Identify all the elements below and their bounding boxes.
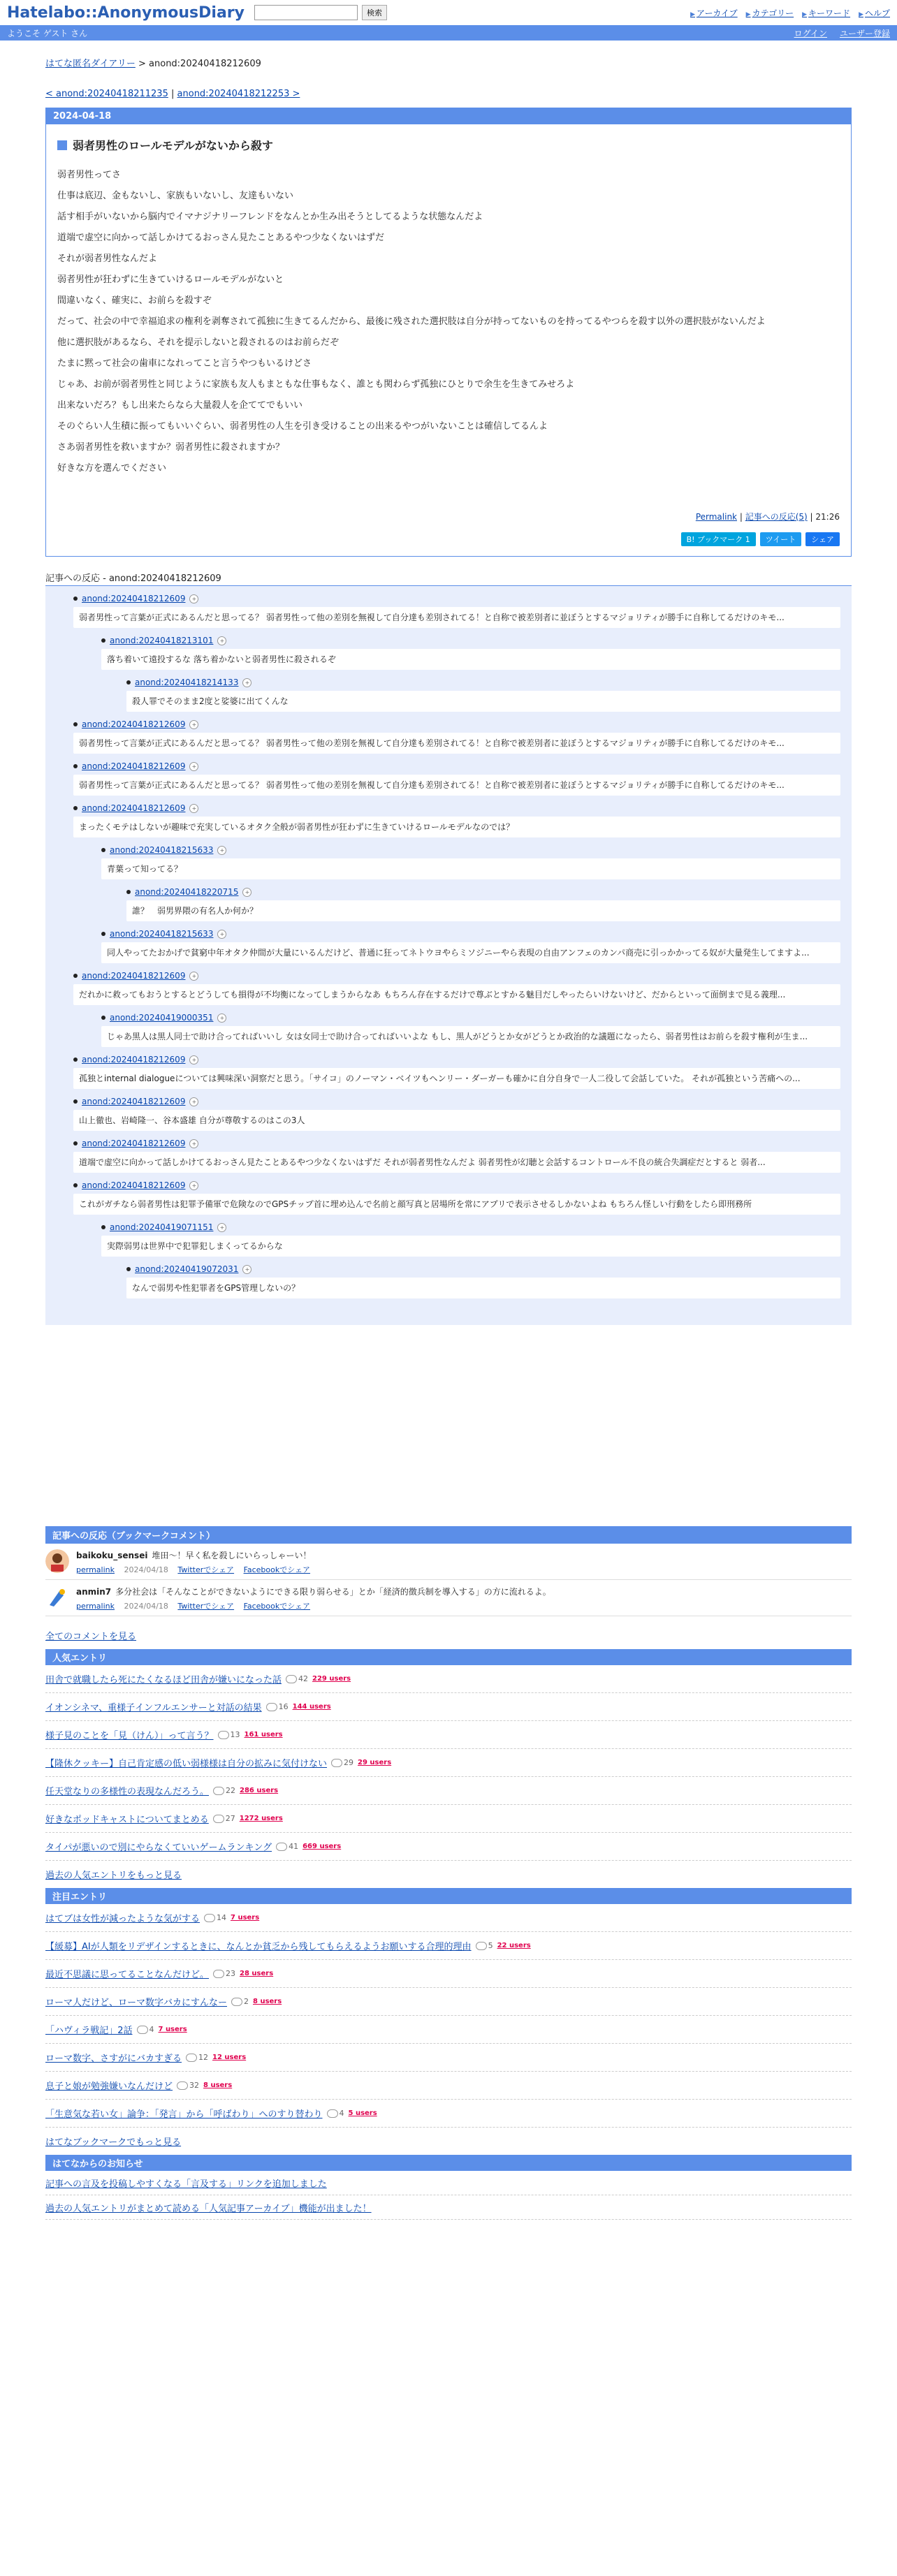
news-link[interactable]: 記事への言及を投稿しやすくなる「言及する」リンクを追加しました bbox=[45, 2179, 327, 2190]
reaction-header bbox=[73, 717, 840, 731]
bookmark-user[interactable]: anmin7 bbox=[76, 1587, 112, 1597]
entry-rank-item bbox=[45, 1693, 852, 1721]
reaction-link[interactable]: anond:20240418212609 bbox=[82, 719, 186, 729]
expand-icon[interactable]: + bbox=[189, 1181, 198, 1190]
reaction-item bbox=[126, 675, 840, 712]
reaction-excerpt: 道端で虚空に向かって話しかけてるおっさん見たことあるやつ少なくないはずだ それが弱者男性なんだよ 弱者男性が幻聴と会話するコントロール不良の統合失調症だとすると 弱者... bbox=[73, 1152, 840, 1173]
breadcrumb-current: anond:20240418212609 bbox=[149, 59, 261, 69]
comment-count: 23 bbox=[213, 1969, 235, 1978]
reaction-header bbox=[73, 969, 840, 983]
bookmark-users-badge[interactable]: 144 users bbox=[292, 1703, 331, 1711]
entry-time: 21:26 bbox=[815, 512, 840, 522]
nav-help[interactable]: ▶ ヘルプ bbox=[859, 7, 890, 19]
reaction-item bbox=[73, 717, 840, 754]
reaction-header bbox=[126, 1262, 840, 1276]
next-entry-link[interactable]: anond:20240418212253 > bbox=[177, 89, 300, 99]
reaction-children bbox=[73, 843, 840, 963]
bookmark-users-badge[interactable]: 669 users bbox=[302, 1843, 342, 1850]
expand-icon[interactable]: + bbox=[217, 1013, 226, 1023]
entry-rank-item bbox=[45, 1721, 852, 1749]
entry-title-link[interactable]: はてブは女性が減ったような気がする bbox=[45, 1914, 200, 1924]
bookmark-comment bbox=[45, 1580, 852, 1616]
prev-entry-link[interactable]: < anond:20240418211235 bbox=[45, 89, 168, 99]
reaction-header bbox=[73, 759, 840, 773]
top-nav bbox=[690, 7, 890, 19]
reaction-link[interactable]: anond:20240418215633 bbox=[110, 845, 214, 855]
entry-paragraph: さあ弱者男性を救いますか？弱者男性に殺されますか？ bbox=[57, 442, 285, 453]
reaction-children bbox=[101, 885, 840, 921]
reaction-item bbox=[126, 885, 840, 921]
entry-title-link[interactable]: 任天堂なりの多様性の表現なんだろう。 bbox=[45, 1787, 210, 1797]
reaction-item bbox=[73, 1136, 840, 1173]
bookmark-users-badge[interactable]: 7 users bbox=[158, 2026, 187, 2033]
reaction-item bbox=[73, 1053, 840, 1089]
reaction-link[interactable]: anond:20240418212609 bbox=[82, 971, 186, 981]
bookmark-users-badge[interactable]: 8 users bbox=[203, 2081, 233, 2089]
breadcrumb bbox=[45, 56, 852, 69]
entry-rank-item bbox=[45, 1833, 852, 1861]
news-item bbox=[45, 2171, 852, 2195]
expand-icon[interactable]: + bbox=[189, 720, 198, 729]
entry-title-link[interactable]: 【隆休クッキー】自己肯定感の低い弱様様は自分の拡みに気付けない bbox=[45, 1759, 328, 1769]
entry-title-link[interactable]: タイパが悪いので別にやらなくていいゲームランキング bbox=[45, 1843, 272, 1853]
entry-paragraph: 好きな方を選んでください bbox=[57, 463, 167, 474]
reaction-children bbox=[73, 634, 840, 712]
entry-paragraph: 間違いなく、確実に、お前らを殺すぞ bbox=[57, 295, 212, 306]
entry-paragraph: たまに黙って社会の歯車になれってこと言うやつもいるけどさ bbox=[57, 358, 312, 369]
main-content bbox=[45, 56, 852, 2220]
entry-rank-item bbox=[45, 1932, 852, 1960]
breadcrumb-sep: > bbox=[138, 59, 146, 69]
hatena-bookmark-button[interactable]: B! ブックマーク 1 bbox=[681, 532, 756, 546]
facebook-share-link[interactable]: Facebookでシェア bbox=[243, 1602, 311, 1611]
news-heading: はてなからのお知らせ bbox=[45, 2155, 852, 2171]
comment-count: 13 bbox=[218, 1730, 240, 1739]
entry-rank-item bbox=[45, 1960, 852, 1988]
reaction-header bbox=[73, 1178, 840, 1192]
reaction-excerpt: 孤独とinternal dialogueについては興味深い洞察だと思う。「サイコ」のノーマン・ベイツもヘンリー・ダーガーも確かに自分自身で一人二役して会話していた。 それが孤独という苦痛への... bbox=[73, 1068, 840, 1089]
entry-paragraph: それが弱者男性なんだよ bbox=[57, 254, 158, 264]
reaction-header bbox=[101, 843, 840, 857]
reaction-item bbox=[73, 592, 840, 712]
search-button[interactable]: 検索 bbox=[362, 5, 387, 20]
reaction-excerpt: 青葉って知ってる？ bbox=[101, 858, 840, 879]
reaction-children bbox=[73, 1220, 840, 1298]
entry-rank-item bbox=[45, 1904, 852, 1932]
news-list bbox=[45, 2171, 852, 2220]
breadcrumb-home[interactable]: はてな匿名ダイアリー bbox=[45, 59, 136, 69]
footer-sep-2: | bbox=[810, 512, 813, 522]
register-link[interactable]: ユーザー登録 bbox=[839, 28, 890, 38]
reaction-header bbox=[73, 592, 840, 606]
pager-sep: | bbox=[171, 89, 175, 99]
expand-icon[interactable]: + bbox=[242, 678, 251, 687]
reaction-link[interactable]: anond:20240418212609 bbox=[82, 803, 186, 813]
entry-rank-item bbox=[45, 2044, 852, 2072]
reaction-excerpt: 実際弱男は世界中で犯罪犯しまくってるからな bbox=[101, 1236, 840, 1257]
reaction-link[interactable]: anond:20240418220715 bbox=[135, 887, 239, 897]
comment-count: 41 bbox=[276, 1842, 298, 1851]
reaction-item bbox=[73, 1178, 840, 1298]
entry-title-link[interactable]: ローマ人だけど、ローマ数字バカにすんなー bbox=[45, 1998, 228, 2008]
bookmark-users-badge[interactable]: 12 users bbox=[212, 2054, 247, 2061]
reaction-link[interactable]: anond:20240419000351 bbox=[110, 1013, 214, 1023]
reaction-header bbox=[73, 1136, 840, 1150]
search-input[interactable] bbox=[254, 5, 358, 20]
news-link[interactable]: 過去の人気エントリがまとめて読める「人気記事アーカイブ」機能が出ました！ bbox=[45, 2203, 372, 2214]
bookmark-users-badge[interactable]: 8 users bbox=[253, 1998, 282, 2005]
comment-count: 4 bbox=[327, 2109, 344, 2118]
expand-icon[interactable]: + bbox=[242, 1265, 251, 1274]
reaction-excerpt: じゃあ黒人は黒人同士で助け合ってればいいし 女は女同士で助け合ってればいいよな もし、黒人がどうとか女がどうとか政治的な議題になったら、弱者男性はお前らを殺す権利が生ま... bbox=[101, 1026, 840, 1047]
comment-count: 32 bbox=[177, 2081, 199, 2090]
reaction-excerpt: 落ち着いて遠投するな 落ち着かないと弱者男性に殺されるぞ bbox=[101, 649, 840, 670]
expand-icon[interactable]: + bbox=[189, 762, 198, 771]
expand-icon[interactable]: + bbox=[189, 1097, 198, 1106]
bookmark-permalink[interactable]: permalink bbox=[76, 1565, 115, 1574]
entry-title-link[interactable]: 【緩募】AIが人類をリデザインするときに、なんとか貧乏から残してもらえるようお願いする合理的理由 bbox=[45, 1942, 472, 1952]
entry-paragraph: 他に選択肢があるなら、それを提示しないと殺されるのはお前らだぞ bbox=[57, 337, 340, 348]
entry-paragraph: 弱者男性が狂わずに生きていけるロールモデルがないと bbox=[57, 275, 284, 285]
entry-paragraph: 弱者男性ってさ bbox=[57, 170, 122, 180]
bookmark-date: 2024/04/18 bbox=[124, 1565, 168, 1574]
bookmark-comments-heading: 記事への反応（ブックマークコメント） bbox=[45, 1526, 852, 1544]
reaction-link[interactable]: anond:20240418212609 bbox=[82, 1139, 186, 1148]
nav-archive[interactable]: ▶ アーカイブ bbox=[690, 7, 738, 19]
reaction-excerpt: なんで弱男や性犯罪者をGPS管理しないの？ bbox=[126, 1278, 840, 1298]
entry-rank-item bbox=[45, 1749, 852, 1777]
login-link[interactable]: ログイン bbox=[794, 28, 827, 38]
reactions-link[interactable]: 記事への反応(5) bbox=[745, 512, 808, 522]
popular-entries-list bbox=[45, 1665, 852, 1861]
reaction-item bbox=[73, 801, 840, 963]
entry-body bbox=[57, 168, 840, 476]
entry-rank-item bbox=[45, 2016, 852, 2044]
bookmark-comment bbox=[45, 1544, 852, 1580]
comment-count: 4 bbox=[137, 2025, 154, 2034]
bookmark-users-badge[interactable]: 7 users bbox=[231, 1914, 260, 1922]
permalink-link[interactable]: Permalink bbox=[695, 512, 737, 522]
reaction-link[interactable]: anond:20240418214133 bbox=[135, 678, 239, 687]
entry-title-link[interactable]: 最近不思議に思ってることなんだけど。 bbox=[45, 1970, 210, 1980]
reaction-excerpt: これがガチなら弱者男性は犯罪予備軍で危険なのでGPSチップ首に埋め込んで名前と顔写真と居場所を常にアプリで表示させるしかないよね もちろん怪しい行動をしたら即刑務所 bbox=[73, 1194, 840, 1215]
reaction-link[interactable]: anond:20240418215633 bbox=[110, 929, 214, 939]
entry-rank-item bbox=[45, 1805, 852, 1833]
nav-category[interactable]: ▶ カテゴリー bbox=[746, 7, 794, 19]
bookmark-users-badge[interactable]: 28 users bbox=[240, 1970, 274, 1977]
reaction-link[interactable]: anond:20240418212609 bbox=[82, 1180, 186, 1190]
comment-count: 2 bbox=[231, 1997, 249, 2006]
reaction-excerpt: まったくモテはしないが趣味で充実しているオタク全般が弱者男性が狂わずに生きていけるロールモデルなのでは？ bbox=[73, 817, 840, 837]
expand-icon[interactable]: + bbox=[189, 804, 198, 813]
reaction-header bbox=[101, 1011, 840, 1025]
reaction-item bbox=[101, 927, 840, 963]
bookmark-users-badge[interactable]: 1272 users bbox=[239, 1815, 283, 1822]
reaction-excerpt: 弱者男性って言葉が正式にあるんだと思ってる？ 弱者男性って他の差別を無視して自分達も差別されてる！と自称で被差別者に並ぼうとするマジョリティが勝手に自称してるだけのキモ... bbox=[73, 775, 840, 796]
expand-icon[interactable]: + bbox=[217, 636, 226, 645]
reaction-link[interactable]: anond:20240418212609 bbox=[82, 761, 186, 771]
entry-title-link[interactable]: 様子見のことを「見（けん）」って言う？ bbox=[45, 1731, 214, 1741]
entry-pager bbox=[45, 89, 852, 99]
entry-title: 弱者男性のロールモデルがないから殺す bbox=[57, 137, 840, 153]
bookmark-users-badge[interactable]: 229 users bbox=[312, 1675, 351, 1683]
tweet-button[interactable]: ツイート bbox=[760, 532, 801, 546]
attention-entries-heading: 注目エントリ bbox=[45, 1888, 852, 1904]
entry-paragraph: じゃあ、お前が弱者男性と同じように家族も友人もまともな仕事もなく、誰とも関わらず孤独にひとりで余生を生きてみせろよ bbox=[57, 379, 575, 390]
reaction-header bbox=[101, 1220, 840, 1234]
comment-count: 16 bbox=[266, 1702, 289, 1711]
bookmark-users-badge[interactable]: 161 users bbox=[244, 1731, 283, 1739]
entry-rank-item bbox=[45, 1777, 852, 1805]
reaction-item bbox=[73, 759, 840, 796]
site-logo[interactable]: Hatelabo::AnonymousDiary bbox=[7, 3, 245, 22]
bookmark-users-badge[interactable]: 22 users bbox=[497, 1942, 531, 1949]
entry-paragraph: 出来ないだろ？もし出来たらなら大量殺人を企ててでもいい bbox=[57, 400, 303, 411]
bookmark-permalink[interactable]: permalink bbox=[76, 1602, 115, 1611]
expand-icon[interactable]: + bbox=[242, 888, 251, 897]
user-bar bbox=[0, 25, 897, 41]
bookmark-users-badge[interactable]: 29 users bbox=[358, 1759, 392, 1766]
entry-paragraph: だって、社会の中で幸福追求の権利を剥奪されて孤独に生きてるんだから、最後に残された選択肢は自分が持ってないものを持ってるやつらを殺す以外の選択肢がないんだよ bbox=[57, 316, 766, 327]
diary-entry bbox=[45, 108, 852, 557]
reaction-header bbox=[101, 634, 840, 647]
entry-paragraph: 話す相手がいないから脳内でイマナジナリーフレンドをなんとか生み出そうとしてるような状態なんだよ bbox=[57, 212, 483, 222]
news-item bbox=[45, 2195, 852, 2220]
reaction-link[interactable]: anond:20240419071151 bbox=[110, 1222, 214, 1232]
entry-title-link[interactable]: 好きなポッドキャストについてまとめる bbox=[45, 1815, 209, 1825]
entry-rank-item bbox=[45, 2072, 852, 2100]
reaction-children bbox=[73, 1011, 840, 1047]
bookmark-date: 2024/04/18 bbox=[124, 1602, 168, 1611]
comment-count: 27 bbox=[213, 1814, 235, 1823]
attention-more-link[interactable]: はてなブックマークでもっと見る bbox=[45, 2137, 182, 2148]
bookmark-users-badge[interactable]: 286 users bbox=[240, 1787, 279, 1794]
reactions-tree bbox=[45, 586, 852, 1325]
reaction-excerpt: だれかに救ってもおうとするとどうしても損得が不均衡になってしまうからなあ もちろん存在するだけで尊ぶとすかる魅目だしやったらいけないけど、だからといって面倒まで見る義理... bbox=[73, 984, 840, 1005]
reaction-excerpt: 弱者男性って言葉が正式にあるんだと思ってる？ 弱者男性って他の差別を無視して自分達も差別されてる！と自称で被差別者に並ぼうとするマジョリティが勝手に自称してるだけのキモ... bbox=[73, 607, 840, 628]
entry-title-link[interactable]: 「生意気な若い女」論争：「発言」から「呼ばわり」へのすり替わり bbox=[45, 2109, 323, 2120]
search-form bbox=[254, 5, 387, 20]
entry-title-link[interactable]: 息子と娘が勉強嫌いなんだけど bbox=[45, 2081, 173, 2092]
entry-footer bbox=[57, 511, 840, 522]
popular-entries-heading: 人気エントリ bbox=[45, 1649, 852, 1665]
footer-sep: | bbox=[739, 512, 743, 522]
reaction-header bbox=[73, 1095, 840, 1108]
nav-keyword[interactable]: ▶ キーワード bbox=[802, 7, 850, 19]
reaction-children bbox=[101, 675, 840, 712]
reaction-item bbox=[126, 1262, 840, 1298]
entry-rank-item bbox=[45, 1665, 852, 1693]
reaction-link[interactable]: anond:20240418212609 bbox=[82, 1055, 186, 1064]
reaction-link[interactable]: anond:20240418212609 bbox=[82, 1097, 186, 1106]
reactions-heading: 記事への反応 - anond:20240418212609 bbox=[45, 571, 852, 586]
reaction-header bbox=[73, 801, 840, 815]
reaction-item bbox=[101, 1220, 840, 1298]
expand-icon[interactable]: + bbox=[189, 1139, 198, 1148]
entry-paragraph: 仕事は底辺、金もないし、家族もいないし、友達もいない bbox=[57, 191, 294, 201]
reaction-header bbox=[101, 927, 840, 941]
entry-paragraph: そのぐらい人生積に振ってもいいぐらい、弱者男性の人生を引き受けることの出来るやつがいないことは確信してるんよ bbox=[57, 421, 548, 432]
reaction-excerpt: 殺人罪でそのまま2度と娑婆に出てくんな bbox=[126, 691, 840, 712]
comment-count: 29 bbox=[331, 1758, 353, 1767]
entry-title-link[interactable]: 「ハヴィラ戦記」2話 bbox=[45, 2026, 133, 2036]
reaction-header bbox=[73, 1053, 840, 1067]
bookmark-text: 多分社会は「そんなことができないようにできる限り弱らせる」とか「経済的徴兵制を導入する」の方に流れるよ。 bbox=[115, 1587, 551, 1597]
top-bar bbox=[0, 0, 897, 25]
reaction-excerpt: 誰？ 弱男界隈の有名人か何か？ bbox=[126, 900, 840, 921]
reaction-item bbox=[73, 1095, 840, 1131]
comment-count: 5 bbox=[476, 1941, 493, 1950]
entry-title-link[interactable]: 田舎で就職したら死にたくなるほど田舎が嫌いになった話 bbox=[45, 1675, 282, 1685]
user-avatar[interactable] bbox=[45, 1549, 69, 1573]
reaction-item bbox=[73, 969, 840, 1047]
facebook-share-button[interactable]: シェア bbox=[805, 532, 840, 546]
reactions-list bbox=[45, 592, 852, 1298]
twitter-share-link[interactable]: Twitterでシェア bbox=[177, 1602, 235, 1611]
entry-title-link[interactable]: ローマ数字、さすがにバカすぎる bbox=[45, 2054, 182, 2064]
expand-icon[interactable]: + bbox=[189, 594, 198, 603]
entry-rank-item bbox=[45, 1988, 852, 2016]
comment-count: 42 bbox=[286, 1674, 308, 1683]
share-buttons bbox=[57, 532, 840, 546]
reaction-header bbox=[126, 675, 840, 689]
reaction-header bbox=[126, 885, 840, 899]
entry-title-link[interactable]: イオンシネマ、重様子インフルエンサーと対話の結果 bbox=[45, 1703, 262, 1713]
reaction-excerpt: 同人やってたおかげで貧窮中年オタク仲間が大量にいるんだけど、普通に狂ってネトウヨやらミソジニーやら表現の自由アンフェのカンパ商売に引っかかってる奴が大量発生してますよ... bbox=[101, 942, 840, 963]
bookmark-text: 堆田〜！早く私を殺しにいらっしゃーい！ bbox=[152, 1551, 312, 1560]
welcome-text: ようこそ ゲスト さん bbox=[7, 28, 88, 38]
expand-icon[interactable]: + bbox=[217, 1223, 226, 1232]
all-comments-link[interactable]: 全てのコメントを見る bbox=[45, 1632, 137, 1642]
reaction-item bbox=[101, 843, 840, 921]
reaction-link[interactable]: anond:20240418212609 bbox=[82, 594, 186, 603]
entry-rank-item bbox=[45, 2100, 852, 2128]
entry-date: 2024-04-18 bbox=[46, 108, 851, 124]
reaction-link[interactable]: anond:20240418213101 bbox=[110, 636, 214, 645]
reaction-excerpt: 山上徹也、岩崎隆一、谷本盛雄 自分が尊敬するのはこの3人 bbox=[73, 1110, 840, 1131]
reaction-item bbox=[101, 634, 840, 712]
expand-icon[interactable]: + bbox=[189, 972, 198, 981]
entry-paragraph: 道端で虚空に向かって話しかけてるおっさん見たことあるやつ少なくないはずだ bbox=[57, 233, 385, 243]
comment-count: 14 bbox=[204, 1913, 226, 1922]
reaction-link[interactable]: anond:20240419072031 bbox=[135, 1264, 239, 1274]
reaction-item bbox=[101, 1011, 840, 1047]
expand-icon[interactable]: + bbox=[189, 1055, 198, 1064]
reaction-excerpt: 弱者男性って言葉が正式にあるんだと思ってる？ 弱者男性って他の差別を無視して自分達も差別されてる！と自称で被差別者に並ぼうとするマジョリティが勝手に自称してるだけのキモ... bbox=[73, 733, 840, 754]
expand-icon[interactable]: + bbox=[217, 930, 226, 939]
expand-icon[interactable]: + bbox=[217, 846, 226, 855]
bookmark-user[interactable]: baikoku_sensei bbox=[76, 1551, 148, 1560]
reaction-children bbox=[101, 1262, 840, 1298]
user-avatar[interactable] bbox=[45, 1586, 69, 1609]
bookmark-users-badge[interactable]: 5 users bbox=[348, 2109, 377, 2117]
comment-count: 12 bbox=[186, 2053, 208, 2062]
attention-entries-list bbox=[45, 1904, 852, 2128]
twitter-share-link[interactable]: Twitterでシェア bbox=[177, 1565, 235, 1574]
facebook-share-link[interactable]: Facebookでシェア bbox=[243, 1565, 311, 1574]
comment-count: 22 bbox=[213, 1786, 235, 1795]
popular-more-link[interactable]: 過去の人気エントリをもっと見る bbox=[45, 1871, 182, 1881]
